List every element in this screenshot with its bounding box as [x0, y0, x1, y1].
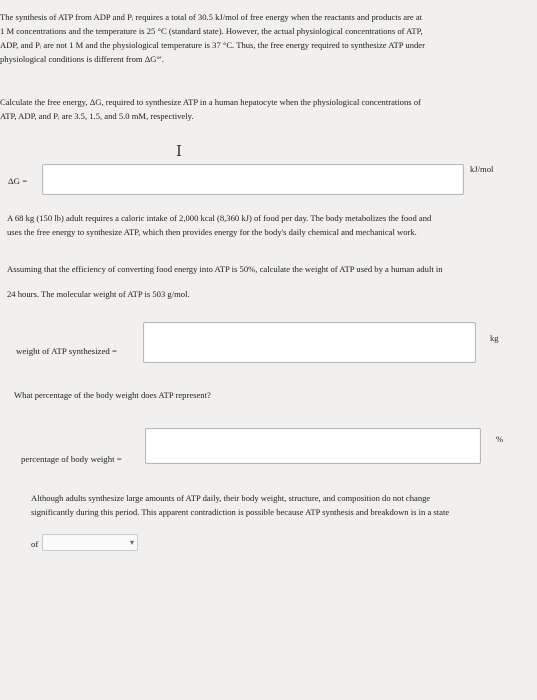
- atp-weight-label: weight of ATP synthesized =: [16, 346, 117, 356]
- chevron-down-icon: ▾: [129, 538, 134, 547]
- intro-line-2: 1 M concentrations and the temperature is 25 °C (standard state). However, the actual physiological concentrations of ATP,: [0, 26, 423, 36]
- percent-body-weight-label: percentage of body weight =: [21, 454, 122, 464]
- question4-prefix: of: [31, 539, 39, 549]
- delta-g-input[interactable]: [42, 164, 464, 195]
- intro-line-1: The synthesis of ATP from ADP and Pᵢ requires a total of 30.5 kJ/mol of free energy when the reactants and products are at: [0, 12, 423, 22]
- context-line-2: uses the free energy to synthesize ATP, which then provides energy for the body's daily chemical and mechanical work.: [7, 227, 417, 237]
- question2-line-2: 24 hours. The molecular weight of ATP is 503 g/mol.: [7, 289, 190, 299]
- delta-g-unit: kJ/mol: [470, 164, 494, 174]
- question4-line-1: Although adults synthesize large amounts of ATP daily, their body weight, structure, and composition do not change: [31, 493, 431, 503]
- question2-line-1: Assuming that the efficiency of converting food energy into ATP is 50%, calculate the weight of ATP used by a human adult in: [7, 264, 443, 274]
- context-line-1: A 68 kg (150 lb) adult requires a caloric intake of 2,000 kcal (8,360 kJ) of food per day. The body metabolizes the food and: [7, 213, 432, 223]
- intro-line-3: ADP, and Pᵢ are not 1 M and the physiological temperature is 37 °C. Thus, the free energy required to synthesize ATP under: [0, 40, 425, 50]
- question3-text: What percentage of the body weight does ATP represent?: [14, 390, 211, 400]
- intro-line-4: physiological conditions is different from ΔG°′.: [0, 54, 164, 64]
- question1-line-1: Calculate the free energy, ΔG, required to synthesize ATP in a human hepatocyte when the physiological concentrations of: [0, 97, 421, 107]
- percent-body-weight-unit: %: [496, 434, 504, 444]
- text-cursor-icon: I: [176, 142, 182, 160]
- question1-line-2: ATP, ADP, and Pᵢ are 3.5, 1.5, and 5.0 mM, respectively.: [0, 111, 194, 121]
- percent-body-weight-input[interactable]: [145, 428, 481, 464]
- atp-weight-input[interactable]: [143, 322, 476, 363]
- delta-g-label: ΔG =: [8, 176, 28, 186]
- state-dropdown[interactable]: [42, 534, 138, 551]
- question4-line-2: significantly during this period. This apparent contradiction is possible because ATP synthesis and breakdown is in a state: [31, 507, 450, 517]
- atp-weight-unit: kg: [490, 333, 499, 343]
